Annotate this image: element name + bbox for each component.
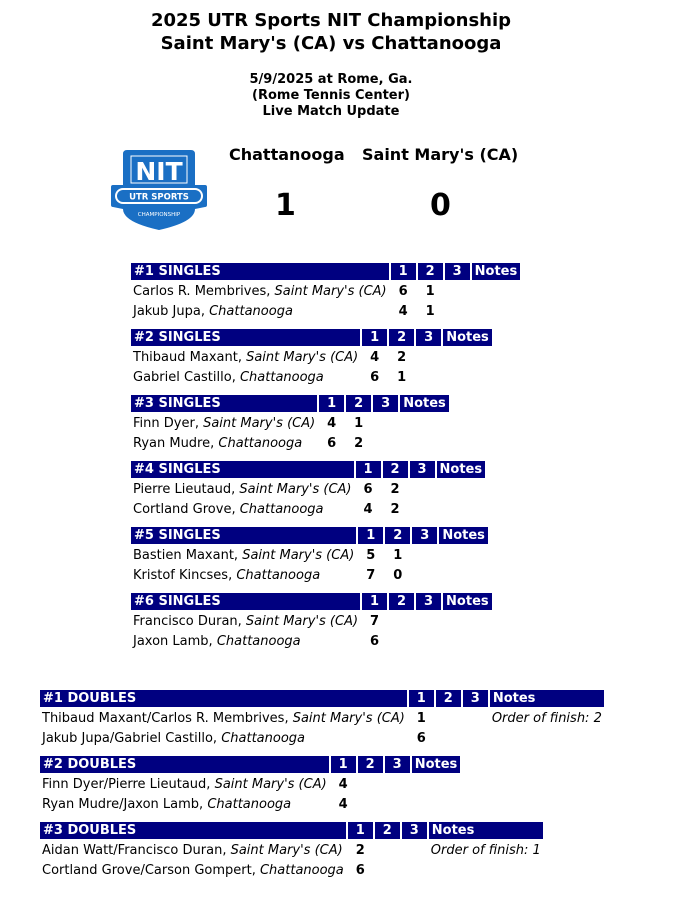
set3-score: [410, 500, 435, 518]
match-header-row: [40, 822, 543, 839]
set2-score: [375, 861, 400, 879]
player-cell: Thibaud Maxant/Carlos R. Membrives, Saint Mary's (CA): [42, 710, 405, 726]
venue-line: (Rome Tennis Center): [252, 88, 410, 103]
set3-header: 3: [412, 527, 437, 544]
player-school: Chattanooga: [239, 501, 324, 517]
set1-score: 6: [355, 862, 365, 878]
match-note: Order of finish: 1: [430, 842, 541, 858]
player-cell: Carlos R. Membrives, Saint Mary's (CA): [133, 283, 387, 299]
player-school: Saint Mary's (CA): [292, 710, 405, 726]
set1-score: 4: [370, 349, 380, 365]
status-line: Live Match Update: [262, 104, 400, 119]
player-name: Carlos R. Membrives: [133, 283, 267, 299]
logo-band-text: UTR SPORTS: [129, 192, 189, 203]
set1-score: 4: [327, 415, 337, 431]
set2-header: 2: [436, 690, 461, 707]
match-title: #2 SINGLES: [131, 329, 360, 346]
set3-score: [463, 709, 488, 727]
player-school: Chattanooga: [216, 633, 301, 649]
set1-score: 4: [398, 303, 408, 319]
player-school: Saint Mary's (CA): [230, 842, 343, 858]
notes-header: Notes: [490, 690, 604, 707]
player-name: Pierre Lieutaud: [133, 481, 232, 497]
player-school: Chattanooga: [221, 730, 305, 746]
player-cell: Pierre Lieutaud, Saint Mary's (CA): [133, 481, 352, 497]
player-name: Gabriel Castillo: [133, 369, 232, 385]
match-note: [400, 434, 449, 452]
set2-score: 1: [397, 369, 407, 385]
set1-header: 1: [331, 756, 356, 773]
player-cell: Ryan Mudre/Jaxon Lamb, Chattanooga: [42, 796, 292, 812]
player-school: Chattanooga: [207, 796, 292, 812]
notes-header: Notes: [439, 527, 488, 544]
set2-score: 1: [425, 303, 435, 319]
player-name: Finn Dyer/Pierre Lieutaud: [42, 776, 207, 792]
set2-header: 2: [389, 593, 414, 610]
player-name: Jakub Jupa: [133, 303, 201, 319]
set2-score: [358, 775, 383, 793]
set1-header: 1: [391, 263, 416, 280]
set1-score: 6: [370, 633, 380, 649]
match-header-row: [131, 329, 492, 346]
match-note: [443, 612, 492, 630]
notes-header: Notes: [443, 593, 492, 610]
singles-match-5: [129, 525, 490, 586]
player-row: [131, 480, 485, 498]
player-row: [40, 861, 543, 879]
set1-score: 6: [416, 730, 426, 746]
singles-match-1: [129, 261, 522, 322]
set3-score: [385, 775, 410, 793]
player-cell: Finn Dyer/Pierre Lieutaud, Saint Mary's (CA): [42, 776, 327, 792]
set1-score: 1: [416, 710, 426, 726]
set1-score: 4: [338, 776, 348, 792]
notes-header: Notes: [400, 395, 449, 412]
set3-score: [463, 729, 488, 747]
player-school: Saint Mary's (CA): [203, 415, 316, 431]
match-note: [443, 368, 492, 386]
set2-score: 1: [354, 415, 364, 431]
player-school: Saint Mary's (CA): [245, 613, 359, 629]
set1-score: 5: [366, 547, 376, 563]
player-row: [40, 795, 460, 813]
set3-header: 3: [373, 395, 398, 412]
set2-score: [358, 795, 383, 813]
team2-name: Saint Mary's (CA): [362, 145, 519, 164]
player-school: Saint Mary's (CA): [242, 547, 355, 563]
set1-header: 1: [356, 461, 381, 478]
set2-header: 2: [375, 822, 400, 839]
set2-header: 2: [389, 329, 414, 346]
player-cell: Thibaud Maxant, Saint Mary's (CA): [133, 349, 359, 365]
set2-header: 2: [383, 461, 408, 478]
doubles-match-1: [38, 688, 606, 749]
player-school: Chattanooga: [239, 369, 324, 385]
doubles-match-2: [38, 754, 462, 815]
player-row: [40, 729, 604, 747]
set2-score: 2: [390, 501, 400, 517]
set1-score: 7: [366, 567, 376, 583]
match-header-row: [40, 756, 460, 773]
set2-score: [389, 612, 414, 630]
team2-score: 0: [430, 188, 451, 223]
set1-score: 6: [363, 481, 373, 497]
set3-score: [412, 566, 437, 584]
player-name: Jaxon Lamb: [133, 633, 209, 649]
match-header-row: [131, 461, 485, 478]
player-cell: Aidan Watt/Francisco Duran, Saint Mary's (CA): [42, 842, 343, 858]
player-name: Thibaud Maxant/Carlos R. Membrives: [42, 710, 285, 726]
set2-header: 2: [358, 756, 383, 773]
player-name: Kristof Kincses: [133, 567, 229, 583]
match-note: [439, 546, 488, 564]
player-cell: Bastien Maxant, Saint Mary's (CA): [133, 547, 355, 563]
match-note: [490, 729, 604, 747]
set2-score: 2: [390, 481, 400, 497]
singles-match-2: [129, 327, 494, 388]
player-cell: Kristof Kincses, Chattanooga: [133, 567, 321, 583]
player-name: Aidan Watt/Francisco Duran: [42, 842, 223, 858]
player-cell: Ryan Mudre, Chattanooga: [133, 435, 303, 451]
set3-score: [412, 546, 437, 564]
match-title: #3 DOUBLES: [40, 822, 346, 839]
set2-score: 1: [393, 547, 403, 563]
notes-header: Notes: [443, 329, 492, 346]
set2-score: 1: [425, 283, 435, 299]
player-school: Chattanooga: [218, 435, 303, 451]
set3-header: 3: [385, 756, 410, 773]
match-title: #5 SINGLES: [131, 527, 356, 544]
player-cell: Francisco Duran, Saint Mary's (CA): [133, 613, 359, 629]
player-cell: Jakub Jupa/Gabriel Castillo, Chattanooga: [42, 730, 305, 746]
player-name: Thibaud Maxant: [133, 349, 238, 365]
set2-score: 2: [397, 349, 407, 365]
match-header-row: [131, 593, 492, 610]
player-school: Chattanooga: [236, 567, 321, 583]
set3-score: [416, 348, 441, 366]
set3-score: [416, 368, 441, 386]
player-school: Saint Mary's (CA): [246, 349, 359, 365]
set1-score: 6: [398, 283, 408, 299]
set2-score: 2: [354, 435, 364, 451]
player-row: [131, 434, 449, 452]
match-header-row: [131, 395, 449, 412]
match-header-row: [40, 690, 604, 707]
match-title: #2 DOUBLES: [40, 756, 329, 773]
match-header-row: [131, 527, 488, 544]
player-cell: Gabriel Castillo, Chattanooga: [133, 369, 324, 385]
title-line-1: 2025 UTR Sports NIT Championship: [150, 10, 512, 31]
singles-match-6: [129, 591, 494, 652]
match-header-row: [131, 263, 520, 280]
singles-match-3: [129, 393, 451, 454]
player-cell: Finn Dyer, Saint Mary's (CA): [133, 415, 316, 431]
match-note: [472, 302, 521, 320]
notes-header: Notes: [429, 822, 543, 839]
player-name: Ryan Mudre/Jaxon Lamb: [42, 796, 200, 812]
player-row: [131, 368, 492, 386]
player-row: [131, 566, 488, 584]
set1-score: 2: [355, 842, 365, 858]
player-cell: Jakub Jupa, Chattanooga: [133, 303, 293, 319]
match-note: [429, 861, 543, 879]
set2-score: 0: [393, 567, 403, 583]
set3-header: 3: [445, 263, 470, 280]
title-line-2: Saint Mary's (CA) vs Chattanooga: [160, 33, 502, 54]
player-row: [40, 709, 604, 727]
player-row: [131, 500, 485, 518]
singles-match-4: [129, 459, 487, 520]
set3-score: [445, 302, 470, 320]
player-name: Finn Dyer: [133, 415, 195, 431]
set3-score: [373, 414, 398, 432]
set2-score: [375, 841, 400, 859]
match-note: [443, 632, 492, 650]
notes-header: Notes: [412, 756, 461, 773]
player-school: Chattanooga: [259, 862, 344, 878]
player-name: Jakub Jupa/Gabriel Castillo: [42, 730, 213, 746]
set3-score: [385, 795, 410, 813]
set3-header: 3: [463, 690, 488, 707]
team1-score: 1: [275, 188, 296, 223]
player-cell: Jaxon Lamb, Chattanooga: [133, 633, 301, 649]
set3-header: 3: [416, 593, 441, 610]
player-name: Ryan Mudre: [133, 435, 211, 451]
set3-header: 3: [402, 822, 427, 839]
match-note: [443, 348, 492, 366]
match-note: Order of finish: 2: [491, 710, 602, 726]
match-note: [437, 480, 486, 498]
date-line: 5/9/2025 at Rome, Ga.: [249, 72, 413, 87]
player-cell: Cortland Grove, Chattanooga: [133, 501, 324, 517]
match-note: [412, 775, 461, 793]
player-cell: Cortland Grove/Carson Gompert, Chattanooga: [42, 862, 344, 878]
player-row: [131, 302, 520, 320]
match-title: #6 SINGLES: [131, 593, 360, 610]
set1-header: 1: [319, 395, 344, 412]
set3-score: [445, 282, 470, 300]
match-note: [439, 566, 488, 584]
player-name: Cortland Grove/Carson Gompert: [42, 862, 252, 878]
set2-header: 2: [385, 527, 410, 544]
player-name: Cortland Grove: [133, 501, 232, 517]
match-note: [412, 795, 461, 813]
player-name: Francisco Duran: [133, 613, 238, 629]
set3-score: [402, 861, 427, 879]
set1-header: 1: [362, 329, 387, 346]
match-note: [472, 282, 521, 300]
player-row: [131, 348, 492, 366]
set3-score: [410, 480, 435, 498]
set3-score: [416, 612, 441, 630]
player-row: [131, 546, 488, 564]
set1-score: 4: [338, 796, 348, 812]
set2-score: [389, 632, 414, 650]
set1-score: 6: [370, 369, 380, 385]
set2-header: 2: [346, 395, 371, 412]
player-row: [40, 841, 543, 859]
match-note: [437, 500, 486, 518]
set2-score: [436, 729, 461, 747]
team1-name: Chattanooga: [229, 145, 345, 164]
notes-header: Notes: [472, 263, 521, 280]
player-row: [131, 612, 492, 630]
set1-header: 1: [348, 822, 373, 839]
set1-header: 1: [362, 593, 387, 610]
set1-score: 4: [363, 501, 373, 517]
notes-header: Notes: [437, 461, 486, 478]
logo-bottom-text: CHAMPIONSHIP: [137, 212, 181, 218]
match-title: #4 SINGLES: [131, 461, 354, 478]
set3-header: 3: [416, 329, 441, 346]
set2-header: 2: [418, 263, 443, 280]
set1-header: 1: [409, 690, 434, 707]
player-row: [131, 282, 520, 300]
player-row: [40, 775, 460, 793]
nit-logo: [111, 147, 207, 231]
player-school: Saint Mary's (CA): [239, 481, 352, 497]
set1-header: 1: [358, 527, 383, 544]
set3-score: [416, 632, 441, 650]
player-name: Bastien Maxant: [133, 547, 234, 563]
player-school: Saint Mary's (CA): [274, 283, 387, 299]
match-title: #1 DOUBLES: [40, 690, 407, 707]
set3-header: 3: [410, 461, 435, 478]
match-title: #3 SINGLES: [131, 395, 317, 412]
set1-score: 7: [370, 613, 380, 629]
logo-big-text: NIT: [135, 157, 183, 186]
doubles-match-3: [38, 820, 545, 881]
player-school: Chattanooga: [209, 303, 293, 319]
set1-score: 6: [327, 435, 337, 451]
set3-score: [373, 434, 398, 452]
set2-score: [436, 709, 461, 727]
match-note: [400, 414, 449, 432]
player-row: [131, 632, 492, 650]
player-school: Saint Mary's (CA): [214, 776, 327, 792]
match-title: #1 SINGLES: [131, 263, 389, 280]
set3-score: [402, 841, 427, 859]
player-row: [131, 414, 449, 432]
